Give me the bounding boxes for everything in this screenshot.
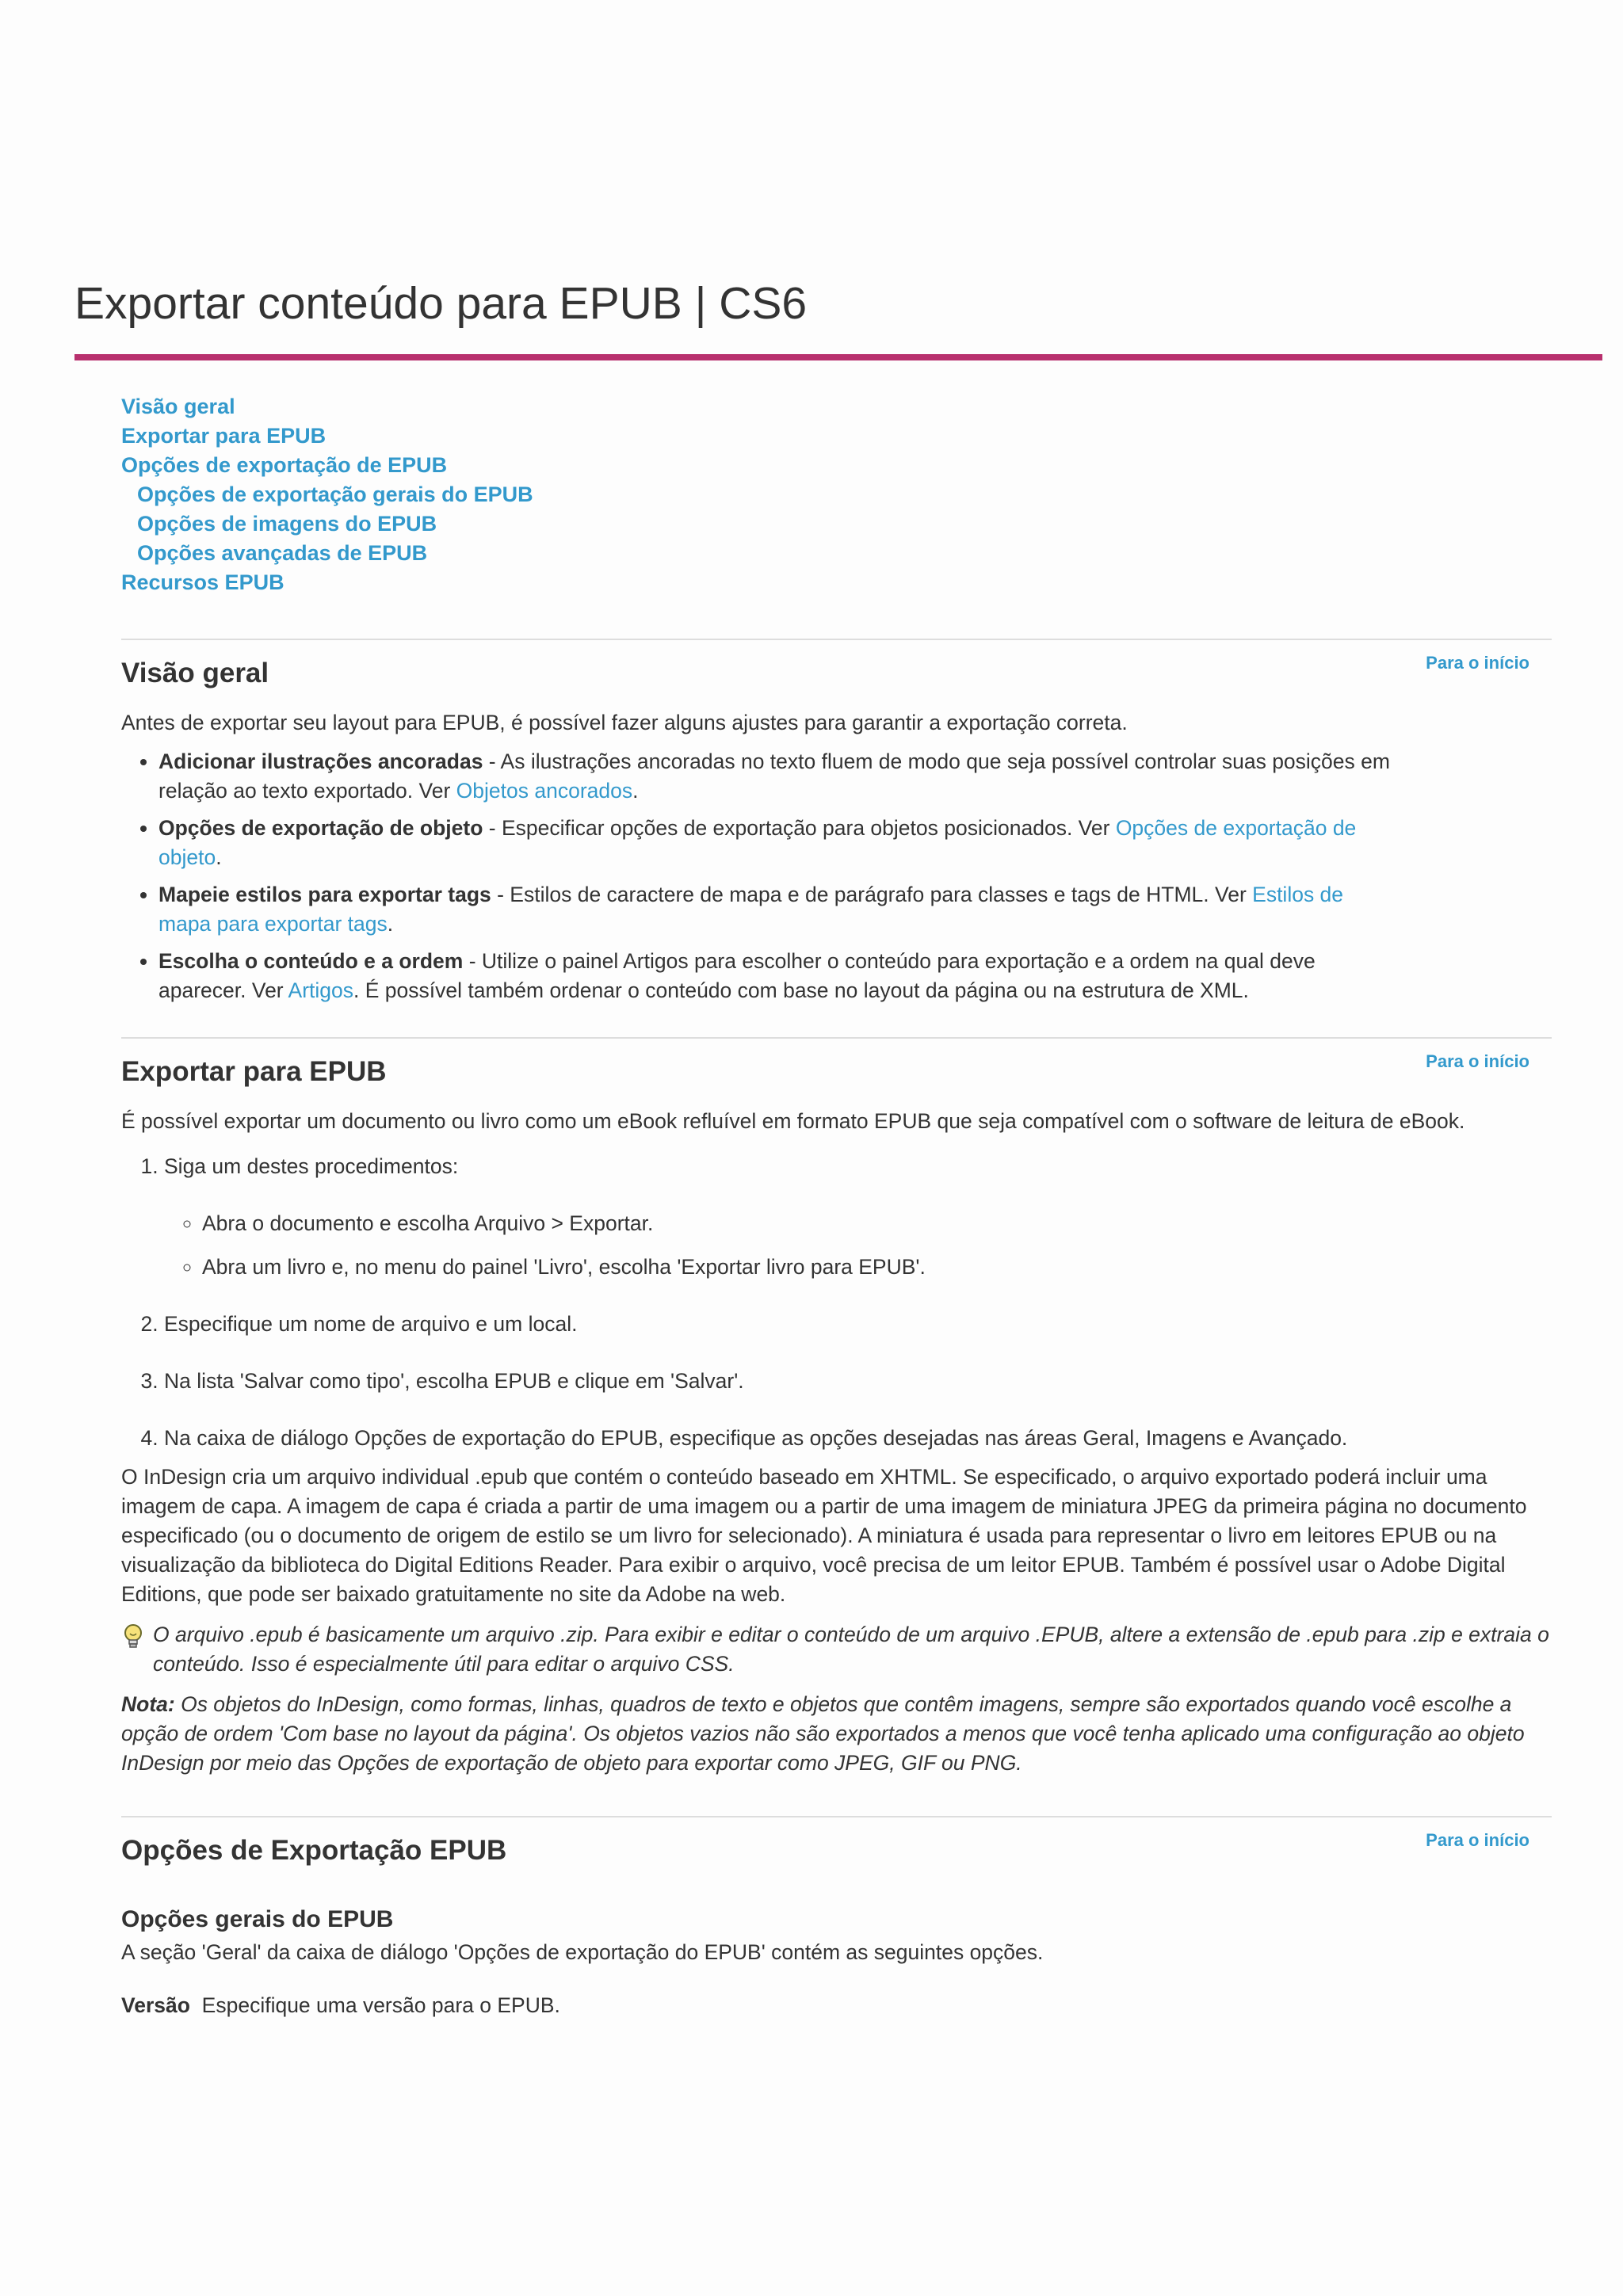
toc-item-opcoes-gerais[interactable] <box>121 480 1552 509</box>
note-label: Nota: <box>121 1692 175 1716</box>
paragraph: O InDesign cria um arquivo individual .epub que contém o conteúdo baseado em XHTML. Se especificado, o arquivo exportado poderá incluir uma imagem de capa. A imagem de capa é criada a partir de uma imagem ou a partir de uma imagem de miniatura JPEG da primeira página no documento especificado (ou o documento de origem de estilo se um livro for selecionado). A miniatura é usada para representar o livro em leitores EPUB ou na visualização da biblioteca do Digital Editions Reader. Para exibir o arquivo, você precisa de um leitor EPUB. Também é possível usar o Adobe Digital Editions, que pode ser baixado gratuitamente no site da Adobe na web. <box>121 1465 1527 1606</box>
title-divider <box>74 354 1602 360</box>
back-to-top-link[interactable]: Para o início <box>1426 653 1529 673</box>
main-content <box>121 392 1552 2020</box>
back-to-top-link[interactable]: Para o início <box>1426 1051 1529 1071</box>
toc-link[interactable]: Exportar para EPUB <box>121 424 327 448</box>
toc-link[interactable]: Opções avançadas de EPUB <box>137 541 428 565</box>
toc-item-opcoes-exportacao[interactable] <box>121 451 1552 480</box>
toc-link[interactable]: Visão geral <box>121 395 235 418</box>
back-to-top-link[interactable]: Para o início <box>1426 1830 1529 1850</box>
paragraph: Antes de exportar seu layout para EPUB, é possível fazer alguns ajustes para garantir a exportação correta. <box>121 711 1128 734</box>
item-text: . É possível também ordenar o conteúdo com base no layout da página ou na estrutura de XML. <box>353 978 1249 1002</box>
note-callout <box>121 1690 1552 1778</box>
toc-item-exportar-para-epub[interactable] <box>121 421 1552 451</box>
toc-link[interactable]: Recursos EPUB <box>121 570 285 594</box>
section-export <box>121 1037 1552 1778</box>
list-item: ◦ Abra o documento e escolha Arquivo > Exportar. <box>202 1209 1552 1238</box>
item-text: . <box>387 912 394 936</box>
step-item: 2. Especifique um nome de arquivo e um local. <box>164 1310 1552 1339</box>
item-text: . <box>216 845 222 869</box>
list-item <box>158 947 1397 1005</box>
section-heading: Exportar para EPUB <box>121 1056 387 1087</box>
toc-item-recursos-epub[interactable] <box>121 568 1552 597</box>
inline-link[interactable]: Estilos de mapa para exportar tags <box>158 883 1344 936</box>
option-term: Versão <box>121 1993 190 2017</box>
item-text: - Especificar opções de exportação para objetos posicionados. Ver <box>483 816 1116 840</box>
item-term: Opções de exportação de objeto <box>158 816 483 840</box>
list-item: ◦ Abra um livro e, no menu do painel 'Livro', escolha 'Exportar livro para EPUB'. <box>202 1253 1552 1282</box>
item-text: - Utilize o painel Artigos para escolher o conteúdo para exportação e a ordem na qual deve aparecer. Ver <box>158 949 1316 1002</box>
steps-list <box>121 1152 1552 1453</box>
option-entry <box>121 1991 1552 2020</box>
list-item <box>158 880 1397 939</box>
list-item <box>158 747 1397 806</box>
option-text: Especifique uma versão para o EPUB. <box>189 1993 560 2017</box>
note-text: Os objetos do InDesign, como formas, linhas, quadros de texto e objetos que contêm imagens, sempre são exportados quando você escolhe a opção de ordem 'Com base no layout da página'. Os objetos vazios não são exportados a menos que você tenha aplicado uma configuração ao objeto InDesign por meio das Opções de exportação de objeto para exportar como JPEG, GIF ou PNG. <box>121 1692 1525 1775</box>
tip-callout <box>121 1620 1552 1679</box>
step-item <box>164 1152 1552 1282</box>
sub-heading: Opções gerais do EPUB <box>121 1906 394 1932</box>
page-title: Exportar conteúdo para EPUB | CS6 <box>74 278 808 329</box>
section-overview <box>121 639 1552 1005</box>
inline-link[interactable]: Objetos ancorados <box>456 779 633 803</box>
sub-bullet-list <box>164 1209 1552 1282</box>
toc-item-opcoes-avancadas[interactable] <box>121 539 1552 568</box>
toc-link[interactable]: Opções de exportação gerais do EPUB <box>137 482 533 506</box>
section-heading: Opções de Exportação EPUB <box>121 1835 507 1866</box>
list-item <box>158 814 1397 872</box>
item-text: . <box>632 779 639 803</box>
toc-item-visao-geral[interactable] <box>121 392 1552 421</box>
step-item: 3. Na lista 'Salvar como tipo', escolha EPUB e clique em 'Salvar'. <box>164 1367 1552 1396</box>
step-item: 4. Na caixa de diálogo Opções de exportação do EPUB, especifique as opções desejadas nas áreas Geral, Imagens e Avançado. <box>164 1424 1400 1453</box>
table-of-contents <box>121 392 1552 597</box>
inline-link[interactable]: Artigos <box>288 978 354 1002</box>
toc-link[interactable]: Opções de exportação de EPUB <box>121 453 448 477</box>
paragraph: É possível exportar um documento ou livro como um eBook refluível em formato EPUB que seja compatível com o software de leitura de eBook. <box>121 1109 1465 1133</box>
toc-link[interactable]: Opções de imagens do EPUB <box>137 512 437 536</box>
section-heading: Visão geral <box>121 658 269 688</box>
paragraph: A seção 'Geral' da caixa de diálogo 'Opções de exportação do EPUB' contém as seguintes opções. <box>121 1940 1044 1964</box>
step-text: Siga um destes procedimentos: <box>164 1154 459 1178</box>
inline-link[interactable]: Opções de exportação de objeto <box>158 816 1357 869</box>
item-term: Adicionar ilustrações ancoradas <box>158 749 483 773</box>
bullet-list <box>121 747 1397 1005</box>
tip-text: O arquivo .epub é basicamente um arquivo .zip. Para exibir e editar o conteúdo de um arquivo .EPUB, altere a extensão de .epub para .zip e extraia o conteúdo. Isso é especialmente útil para editar o arquivo CSS. <box>153 1623 1549 1676</box>
lightbulb-icon <box>121 1623 145 1658</box>
item-text: - As ilustrações ancoradas no texto fluem de modo que seja possível controlar suas posições em relação ao texto exportado. Ver <box>158 749 1390 803</box>
toc-item-opcoes-imagens[interactable] <box>121 509 1552 539</box>
item-term: Mapeie estilos para exportar tags <box>158 883 491 906</box>
item-term: Escolha o conteúdo e a ordem <box>158 949 464 973</box>
section-export-options <box>121 1816 1552 2020</box>
item-text: - Estilos de caractere de mapa e de parágrafo para classes e tags de HTML. Ver <box>491 883 1253 906</box>
